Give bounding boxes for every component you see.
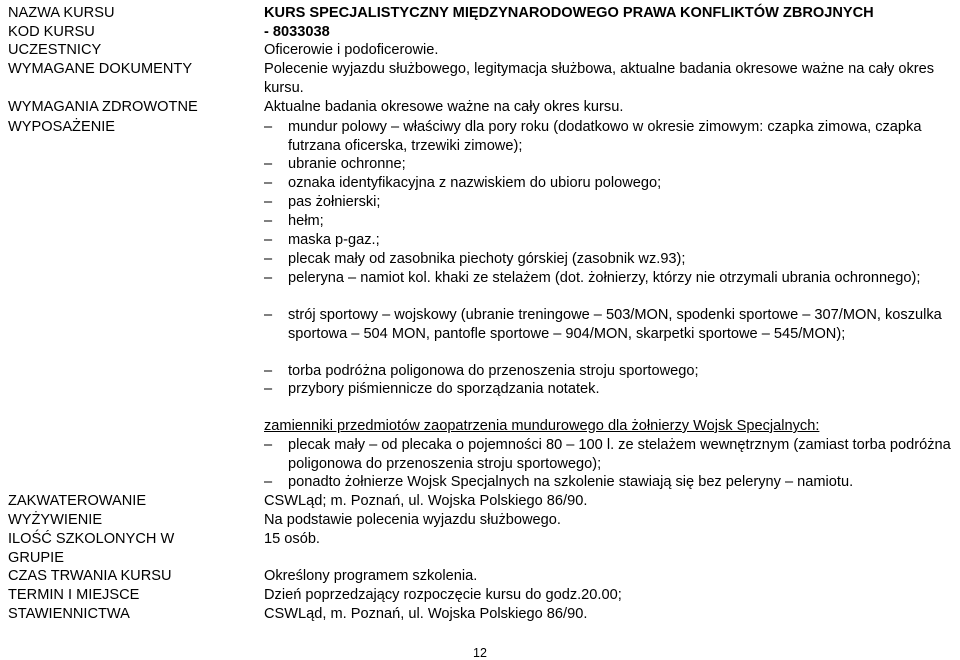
dash-bullet: – (264, 363, 273, 379)
item-text: oznaka identyfikacyjna z nazwiskiem do ubioru polowego; (288, 175, 662, 191)
value-czas-trwania: Określony programem szkolenia. (264, 568, 478, 584)
list-item (264, 362, 954, 381)
list-item (264, 155, 954, 174)
value-termin: Dzień poprzedzający rozpoczęcie kursu do godz.20.00; (264, 587, 622, 603)
list-item (264, 212, 954, 231)
dash-bullet: – (264, 307, 273, 323)
dash-bullet: – (264, 232, 273, 248)
value-nazwa-kursu: KURS SPECJALISTYCZNY MIĘDZYNARODOWEGO PRAWA KONFLIKTÓW ZBROJNYCH (264, 5, 874, 21)
value-uczestnicy: Oficerowie i podoficerowie. (264, 42, 439, 58)
item-text: pas żołnierski; (288, 194, 381, 210)
label-wymagane-dokumenty: WYMAGANE DOKUMENTY (8, 61, 193, 77)
value-wymagania-zdrowotne: Aktualne badania okresowe ważne na cały okres kursu. (264, 99, 624, 115)
special-forces-heading: zamienniki przedmiotów zaopatrzenia mundurowego dla żołnierzy Wojsk Specjalnych: (264, 418, 820, 434)
dash-bullet: – (264, 175, 273, 191)
item-text: mundur polowy – właściwy dla pory roku (dodatkowo w okresie zimowym: czapka zimowa, czapka futrzana oficerska, trzewiki zimowe); (288, 119, 922, 154)
label-ilosc-szkolonych: ILOŚĆ SZKOLONYCH W GRUPIE (8, 531, 175, 566)
value-wyzywienie: Na podstawie polecenia wyjazdu służbowego. (264, 512, 561, 528)
label-termin-miejsce: TERMIN I MIEJSCE STAWIENNICTWA (8, 587, 140, 622)
list-item (264, 174, 954, 193)
label-uczestnicy: UCZESTNICY (8, 42, 102, 58)
label-kod-kursu: KOD KURSU (8, 24, 95, 40)
list-item (264, 231, 954, 250)
item-text: maska p-gaz.; (288, 232, 380, 248)
item-text: hełm; (288, 213, 324, 229)
list-item (264, 436, 954, 474)
list-item (264, 118, 954, 156)
label-zakwaterowanie: ZAKWATEROWANIE (8, 493, 147, 509)
item-text: ponadto żołnierze Wojsk Specjalnych na szkolenie stawiają się bez peleryny – namiotu. (288, 474, 854, 490)
dash-bullet: – (264, 270, 273, 286)
dash-bullet: – (264, 251, 273, 267)
dash-bullet: – (264, 474, 273, 490)
dash-bullet: – (264, 213, 273, 229)
label-wymagania-zdrowotne: WYMAGANIA ZDROWOTNE (8, 99, 198, 115)
item-text: plecak mały – od plecaka o pojemności 80 – 100 l. ze stelażem wewnętrznym (zamiast torba podróżna poligonowa do przenoszenia stroju sportowego); (288, 437, 951, 472)
value-miejsce: CSWLąd, m. Poznań, ul. Wojska Polskiego 86/90. (264, 606, 588, 622)
list-item (264, 250, 954, 269)
label-wyposazenie: WYPOSAŻENIE (8, 119, 116, 135)
item-text: strój sportowy – wojskowy (ubranie treningowe – 503/MON, spodenki sportowe – 307/MON, koszulka sportowa – 504 MON, pantofle sportowe – 904/MON, skarpetki sportowe – 545/MON); (288, 307, 942, 342)
list-item (264, 193, 954, 212)
list-item (264, 306, 954, 344)
label-wyzywienie: WYŻYWIENIE (8, 512, 103, 528)
list-item (264, 269, 954, 288)
item-text: ubranie ochronne; (288, 156, 406, 172)
value-wymagane-dokumenty: Polecenie wyjazdu służbowego, legitymacja służbowa, aktualne badania okresowe ważne na cały okres kursu. (264, 61, 935, 96)
value-zakwaterowanie: CSWLąd; m. Poznań, ul. Wojska Polskiego 86/90. (264, 493, 588, 509)
dash-bullet: – (264, 381, 273, 397)
label-nazwa-kursu: NAZWA KURSU (8, 5, 115, 21)
item-text: torba podróżna poligonowa do przenoszenia stroju sportowego; (288, 363, 699, 379)
label-czas-trwania: CZAS TRWANIA KURSU (8, 568, 172, 584)
value-kod-kursu: - 8033038 (264, 24, 330, 40)
page-number: 12 (473, 646, 487, 660)
item-text: peleryna – namiot kol. khaki ze stelażem (dot. żołnierzy, którzy nie otrzymali ubrania ochronnego); (288, 270, 921, 286)
dash-bullet: – (264, 156, 273, 172)
value-ilosc-szkolonych: 15 osób. (264, 531, 320, 547)
dash-bullet: – (264, 437, 273, 453)
dash-bullet: – (264, 119, 273, 135)
item-text: przybory piśmiennicze do sporządzania notatek. (288, 381, 600, 397)
list-item (264, 473, 954, 492)
dash-bullet: – (264, 194, 273, 210)
item-text: plecak mały od zasobnika piechoty górskiej (zasobnik wz.93); (288, 251, 686, 267)
list-item (264, 380, 954, 399)
